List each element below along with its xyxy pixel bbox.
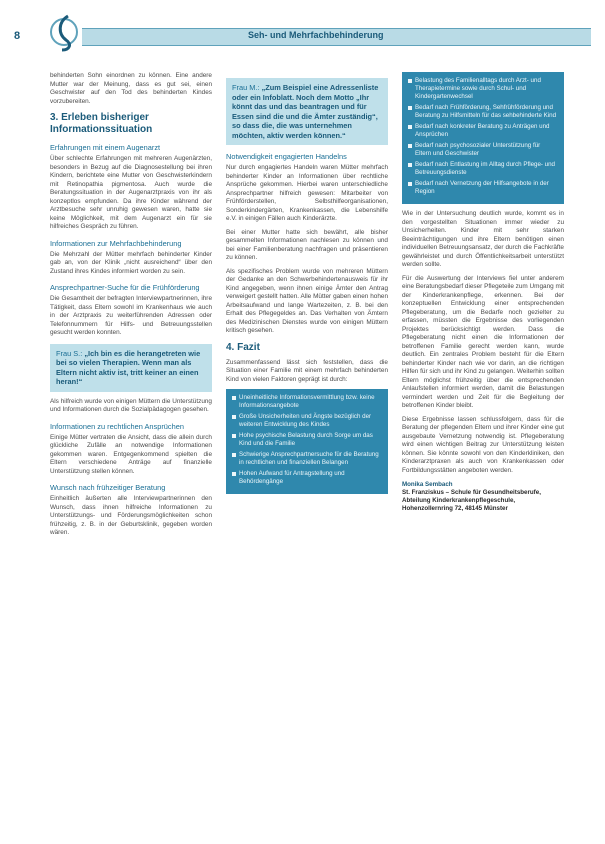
- column-left: [50, 72, 212, 543]
- paragraph: Als spezifisches Problem wurde von mehreren Müttern der Gedanke an den Schwerbehindertenausweis für ihr Kind angegeben, wenn ihnen einige Ämter den Antrag verweigert gestellt hatten. Alle Mütter gaben einen hohen Arbeitsaufwand und lange Wartezeiten, z. B. bei den Erhalt des Pflegegeldes an. Das Verhalten von Ämtern des Medizinischen Dienstes wurde von einigen Müttern kritisch gesehen.: [226, 267, 388, 334]
- running-header-title: Seh- und Mehrfachbehinderung: [248, 30, 384, 40]
- page-number: 8: [14, 30, 21, 42]
- paragraph: Als hilfreich wurde von einigen Müttern die Unterstützung und Informationen durch die Sozialpädagogen gesehen.: [50, 397, 212, 413]
- author-name: Monika Sembach: [402, 481, 453, 488]
- bullet-item: Belastung des Familienalltags durch Arzt- und Therapietermine sowie durch Schul- und Kindergartenwechsel: [408, 77, 558, 101]
- paragraph: Die Gesamtheit der befragten Interviewpartnerinnen, ihre Tätigkeit, dass Eltern sowohl im Krankenhaus wie auch in der Arztpraxis zu weiterführenden Adressen oder Telefonnummern für Hilfs- und Betreuungsstellen gesucht werden konnten.: [50, 295, 212, 336]
- paragraph: Bei einer Mutter hatte sich bewährt, alle bisher gesammelten Informationen nachlesen zu können und bei einer Familienberatung nachfragen und präsentieren zu können.: [226, 228, 388, 261]
- column-middle: [226, 72, 388, 500]
- bullet-item: Bedarf nach konkreter Beratung zu Anträgen und Ansprüchen: [408, 123, 558, 139]
- paragraph: Über schlechte Erfahrungen mit mehreren Augenärzten, besonders in Bezug auf die Diagnosestellung bei ihren Kindern, berichtete eine Mutter von Geschwisterkindern mit Retinopathia pigmentosa. Auch wurde die Beratungssituation in der Augenarztpraxis von ihr als konzeptlos empfunden. Da ihre Kinder während der Arztbesuche sehr unruhig gewesen waren, hatte sie keine Möglichkeit, mit dem Augenarzt ein für sie hilfreiches Gespräch zu führen.: [50, 155, 212, 230]
- paragraph: Diese Ergebnisse lassen schlussfolgern, dass für die Beratung der pflegenden Eltern und ihrer Kinder eine gut ausgebaute Vernetzung notwendig ist. Pflegeberatung wird einen wichtigen Beitrag zur Unterstützung leisten können. Sie könnte sowohl von den Kinderkliniken, den Kinderarztpraxen als auch von Krankenkassen oder Fortbildungsstätten angeboten werden.: [402, 415, 564, 474]
- bullet-item: Uneinheitliche Informationsvermittlung bzw. keine Informationsangebote: [232, 394, 382, 410]
- subheading-beratung: Wunsch nach frühzeitiger Beratung: [50, 483, 166, 492]
- bullet-item: Bedarf nach Entlastung im Alltag durch Pflege- und Betreuungsdienste: [408, 161, 558, 177]
- paragraph: Nur durch engagiertes Handeln waren Mütter mehrfach behinderter Kinder an Informationen über rechtliche Ansprüche gekommen. Hierbei waren unterschiedliche Ansprechpartner hilfreich gewesen: Mitarbeiter von Frühförderstellen, Selbsthilfeorganisationen, Sonderkindergärten, Krankenkassen, die Lebenshilfe e.V. in einigen Fällen auch Kinderärzte.: [226, 164, 388, 222]
- subheading-ansprechpartner: Ansprechpartner-Suche für die Frühförderung: [50, 283, 200, 292]
- bullet-box: [402, 72, 564, 204]
- author-affiliation: St. Franziskus – Schule für Gesundheitsberufe, Abteilung Kinderkrankenpflegeschule, Hohenzollernring 72, 48145 Münster: [402, 489, 541, 512]
- column-right: [402, 72, 564, 513]
- bullet-item: Große Unsicherheiten und Ängste bezüglich der weiteren Entwicklung des Kindes: [232, 413, 382, 429]
- bullet-item: Bedarf nach Frühförderung, Sehfrühförderung und Beratung zu Hilfsmitteln für das sehbehinderte Kind: [408, 104, 558, 120]
- intro-paragraph: behinderten Sohn einordnen zu können. Eine andere Mutter war der Meinung, dass es gut sei, einen Geschwister auf den Tod des behinderten Kindes vorzubereiten.: [50, 72, 212, 105]
- paragraph: Die Mehrzahl der Mütter mehrfach behinderter Kinder gab an, von der Klinik „nicht ausreichend“ über den Zustand ihres Kindes informiert worden zu sein.: [50, 250, 212, 275]
- bullet-item: Schwierige Ansprechpartnersuche für die Beratung in rechtlichen und finanziellen Belangen: [232, 451, 382, 467]
- bullet-item: Hohen Aufwand für Antragstellung und Behördengänge: [232, 470, 382, 486]
- quote-text: „Ich bin es die herangetreten wie bei so vielen Therapien. Wenn man als Eltern nicht aktiv ist, tritt keiner an einen heran!“: [56, 348, 201, 386]
- subheading-rechtliche-ansprueche: Informationen zu rechtlichen Ansprüchen: [50, 421, 184, 431]
- bullet-item: Hohe psychische Belastung durch Sorge um das Kind und die Familie: [232, 432, 382, 448]
- subheading-augenarzt: Erfahrungen mit einem Augenarzt: [50, 143, 161, 152]
- subheading-mehrfachbehinderung: Informationen zur Mehrfachbehinderung: [50, 238, 182, 248]
- quote-text: „Zum Beispiel eine Adressenliste oder ein Infoblatt. Noch dem Motto „Ihr könnt das und das beantragen und für Essen sind die und die Ämter zuständig“, so dass die, die was unternehmen möchten, aktiv werden können.“: [232, 83, 379, 140]
- paragraph: Wie in der Untersuchung deutlich wurde, kommt es in den vorgestellten Situationen immer wieder zu Unsicherheiten. Kinder mit sehr starken Beeinträchtigungen und ihre Eltern benötigen einen individuellen Betreuungsansatz, der durch die Fachkräfte gewährleistet und durch Öffentlichkeitsarbeit unterstützt werden sollte.: [402, 210, 564, 268]
- paragraph: Einige Mütter vertraten die Ansicht, dass die allein durch glückliche Zufälle an notwendige Informationen gekommen waren. Entgegenkommend spielten die Eltern verschiedene Anträge auf finanzielle Unterstützung stellen können.: [50, 433, 212, 475]
- bullet-box: [226, 389, 388, 494]
- bullet-item: Bedarf nach psychosozialer Unterstützung für Eltern und Geschwister: [408, 142, 558, 158]
- pull-quote: [50, 344, 212, 392]
- author-block: [402, 481, 564, 513]
- quote-source: Frau S.:: [56, 348, 83, 358]
- section-heading-4: 4. Fazit: [226, 341, 260, 353]
- paragraph: Für die Auswertung der Interviews fiel unter anderem eine Beratungsbedarf dieser Pflegeteile zum Umgang mit der Kinderkrankenpflege, erkennen. Bei der konzeptuellen Entwicklung einer entsprechenden Pflegeberatung, um die Bedarfe noch gezielter zu erfassen, müssten die Ergebnisse des vorliegenden Projektes berücksichtigt werden. Dass die Pflegeberatung nicht einen die Informationen der betroffenen Familie gerecht werden kann, wurde deutlich. Ein zentrales Problem besteht für die Eltern behinderter Kinder nach wie vor darin, an die richtigen Hilfen für sich und ihr Kind zu gelangen. Weiterhin sollten Eltern möglichst frühzeitig über die entsprechenden Anlaufstellen informiert werden, damit die Belastungen vermindert werden und Zeit für die Begleitung der betroffenen Kinder bleibt.: [402, 274, 564, 409]
- bullet-item: Bedarf nach Vernetzung der Hilfsangebote in der Region: [408, 180, 558, 196]
- paragraph: Einheitlich äußerten alle Interviewpartnerinnen den Wunsch, dass ihnen hilfreiche Informationen zu Unterstützungs- und Förderungsmöglichkeiten schon frühzeitig, z. B. in der Geburtsklinik, gegeben worden wären.: [50, 495, 212, 536]
- quote-source: Frau M.:: [232, 83, 260, 92]
- subheading-handeln: Notwendigkeit engagierten Handelns: [226, 152, 347, 161]
- pull-quote: [226, 78, 388, 145]
- section-heading-3: 3. Erleben bisheriger Informationssituation: [50, 112, 153, 135]
- journal-logo-icon: [48, 12, 82, 52]
- paragraph: Zusammenfassend lässt sich feststellen, dass die Situation einer Familie mit einem mehrfach behinderten Kind von vielen Faktoren geprägt ist durch:: [226, 358, 388, 383]
